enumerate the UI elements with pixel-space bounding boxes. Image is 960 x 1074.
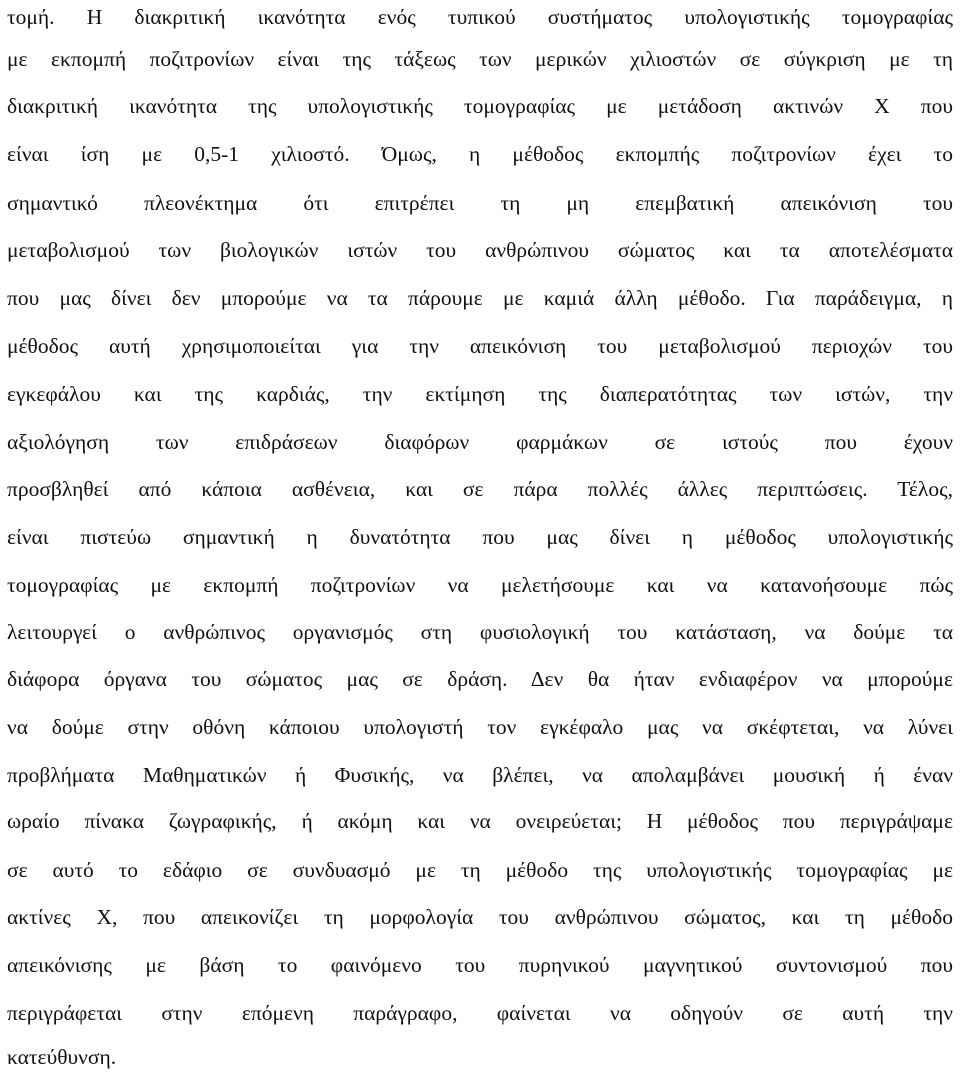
text-line: μεταβολισμού των βιολογικών ιστών του ανθρώπινου σώματος και τα αποτελέσματα	[7, 238, 953, 262]
text-line: ωραίο πίνακα ζωγραφικής, ή ακόμη και να ονειρεύεται; Η μέθοδος που περιγράψαμε	[7, 809, 953, 833]
text-line: εγκεφάλου και της καρδιάς, την εκτίμηση της διαπερατότητας των ιστών, την	[7, 382, 953, 406]
text-line: διακριτική ικανότητα της υπολογιστικής τομογραφίας με μετάδοση ακτινών Χ που	[7, 94, 953, 118]
text-line: απεικόνισης με βάση το φαινόμενο του πυρηνικού μαγνητικού συντονισμού που	[7, 953, 953, 977]
text-line: σημαντικό πλεονέκτημα ότι επιτρέπει τη μη επεμβατική απεικόνιση του	[7, 191, 953, 215]
text-line: κατεύθυνση.	[7, 1045, 117, 1069]
text-line: αξιολόγηση των επιδράσεων διαφόρων φαρμάκων σε ιστούς που έχουν	[7, 430, 953, 454]
text-line: λειτουργεί ο ανθρώπινος οργανισμός στη φυσιολογική του κατάσταση, να δούμε τα	[7, 620, 953, 644]
text-line: να δούμε στην οθόνη κάποιου υπολογιστή τον εγκέφαλο μας να σκέφτεται, να λύνει	[7, 715, 953, 739]
text-line: περιγράφεται στην επόμενη παράγραφο, φαίνεται να οδηγούν σε αυτή την	[7, 1001, 953, 1025]
text-line: με εκπομπή ποζιτρονίων είναι της τάξεως των μερικών χιλιοστών σε σύγκριση με τη	[7, 47, 953, 71]
text-line: μέθοδος αυτή χρησιμοποιείται για την απεικόνιση του μεταβολισμού περιοχών του	[7, 334, 953, 358]
text-line: τομογραφίας με εκπομπή ποζιτρονίων να μελετήσουμε και να κατανοήσουμε πώς	[7, 573, 953, 597]
text-line: προβλήματα Μαθηματικών ή Φυσικής, να βλέπει, να απολαμβάνει μουσική ή έναν	[7, 763, 953, 787]
text-line: είναι πιστεύω σημαντική η δυνατότητα που μας δίνει η μέθοδος υπολογιστικής	[7, 525, 953, 549]
text-line: ακτίνες Χ, που απεικονίζει τη μορφολογία του ανθρώπινου σώματος, και τη μέθοδο	[7, 905, 953, 929]
text-line: διάφορα όργανα του σώματος μας σε δράση. Δεν θα ήταν ενδιαφέρον να μπορούμε	[7, 667, 953, 691]
text-line: είναι ίση με 0,5-1 χιλιοστό. Όμως, η μέθοδος εκπομπής ποζιτρονίων έχει το	[7, 142, 953, 166]
text-line: προσβληθεί από κάποια ασθένεια, και σε πάρα πολλές άλλες περιπτώσεις. Τέλος,	[7, 477, 953, 501]
text-line: σε αυτό το εδάφιο σε συνδυασμό με τη μέθοδο της υπολογιστικής τομογραφίας με	[7, 858, 953, 882]
text-line: τομή. Η διακριτική ικανότητα ενός τυπικού συστήματος υπολογιστικής τομογραφίας	[7, 5, 953, 29]
text-line: που μας δίνει δεν μπορούμε να τα πάρουμε με καμιά άλλη μέθοδο. Για παράδειγμα, η	[7, 286, 953, 310]
